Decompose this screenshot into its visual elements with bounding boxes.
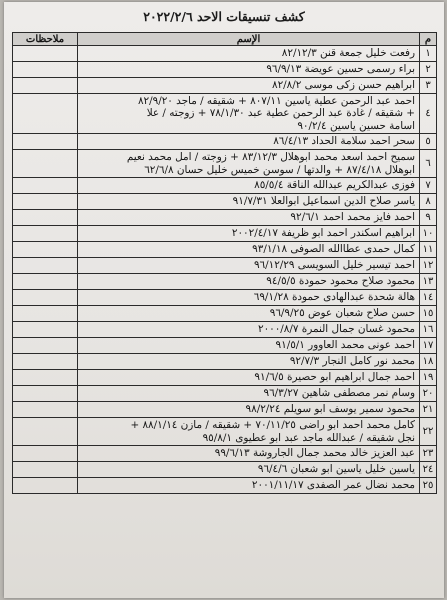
row-number: ١٣ bbox=[420, 274, 437, 290]
document-page bbox=[4, 2, 444, 598]
row-name-line: ابوهلال ٨٧/٤/١٨ + والدتها / سوسن خميس خليل حسان ٦٢/٦/٨ bbox=[144, 163, 415, 176]
table-row bbox=[13, 322, 437, 338]
table-row bbox=[13, 210, 437, 226]
names-table bbox=[12, 32, 437, 494]
row-number: ٣ bbox=[420, 78, 437, 94]
row-name bbox=[78, 462, 420, 478]
row-name bbox=[78, 354, 420, 370]
row-number: ١٢ bbox=[420, 258, 437, 274]
row-number: ٢٢ bbox=[420, 418, 437, 446]
row-number: ١٨ bbox=[420, 354, 437, 370]
row-notes bbox=[13, 306, 78, 322]
table-row bbox=[13, 62, 437, 78]
row-name-line: وسام نمر مصطفى شاهين ٩٦/٣/٢٧ bbox=[263, 387, 415, 400]
row-name bbox=[78, 134, 420, 150]
row-number: ٢٠ bbox=[420, 386, 437, 402]
row-name-line: رفعت خليل جمعة قنن ٨٢/١٢/٣ bbox=[281, 47, 415, 60]
table-row bbox=[13, 462, 437, 478]
table-row bbox=[13, 78, 437, 94]
header-number: م bbox=[420, 33, 437, 46]
row-number: ٢ bbox=[420, 62, 437, 78]
row-number: ١٩ bbox=[420, 370, 437, 386]
row-name bbox=[78, 242, 420, 258]
row-name bbox=[78, 418, 420, 446]
row-number: ١٠ bbox=[420, 226, 437, 242]
row-name-line: محمد نضال عمر الصفدى ٢٠٠١/١١/١٧ bbox=[251, 479, 415, 492]
row-notes bbox=[13, 194, 78, 210]
row-number: ١٤ bbox=[420, 290, 437, 306]
row-name bbox=[78, 94, 420, 134]
row-notes bbox=[13, 418, 78, 446]
row-notes bbox=[13, 62, 78, 78]
row-notes bbox=[13, 370, 78, 386]
row-name bbox=[78, 150, 420, 178]
table-row bbox=[13, 226, 437, 242]
row-name-line: ابراهيم اسكندر احمد ابو ظريفة ٢٠٠٢/٤/١٧ bbox=[231, 227, 415, 240]
table-row bbox=[13, 338, 437, 354]
row-name bbox=[78, 274, 420, 290]
table-row bbox=[13, 402, 437, 418]
row-name bbox=[78, 258, 420, 274]
row-number: ٦ bbox=[420, 150, 437, 178]
row-number: ٢٤ bbox=[420, 462, 437, 478]
row-name-line: كامل محمد احمد ابو راضى ٧٠/١١/٢٥ + شقيقه / مازن ٨٨/١/١٤ + bbox=[130, 419, 415, 431]
row-notes bbox=[13, 242, 78, 258]
table-row bbox=[13, 478, 437, 494]
row-name-line: محمود غسان جمال النمرة ٢٠٠٠/٨/٧ bbox=[257, 323, 415, 336]
row-name bbox=[78, 402, 420, 418]
row-name bbox=[78, 210, 420, 226]
table-row bbox=[13, 242, 437, 258]
header-notes: ملاحظات bbox=[13, 33, 78, 46]
row-name-line: فوزى عبدالكريم عبدالله الناقة ٨٥/٥/٤ bbox=[254, 179, 415, 192]
row-name bbox=[78, 78, 420, 94]
row-name-line: براء رسمى حسين عويضة ٩٦/٩/١٣ bbox=[266, 63, 415, 76]
row-name-line: احمد تيسير خليل السويسى ٩٦/١٢/٢٩ bbox=[253, 259, 415, 272]
row-notes bbox=[13, 94, 78, 134]
row-notes bbox=[13, 46, 78, 62]
row-number: ٤ bbox=[420, 94, 437, 134]
table-row bbox=[13, 274, 437, 290]
row-name-line: + شقيقه / غادة عبد الرحمن عطية عبد ٧٨/١/٣٠ + زوجته / علا bbox=[146, 107, 415, 120]
table-row bbox=[13, 94, 437, 134]
row-number: ٢١ bbox=[420, 402, 437, 418]
table-row bbox=[13, 370, 437, 386]
row-number: ٨ bbox=[420, 194, 437, 210]
row-name-line: سحر احمد سلامة الحداد ٨٦/٤/١٣ bbox=[273, 135, 415, 148]
row-name bbox=[78, 478, 420, 494]
table-row bbox=[13, 354, 437, 370]
table-row bbox=[13, 194, 437, 210]
row-name bbox=[78, 446, 420, 462]
row-notes bbox=[13, 462, 78, 478]
row-number: ١١ bbox=[420, 242, 437, 258]
row-name-line: احمد فايز محمد احمد ٩٢/٦/١ bbox=[290, 211, 415, 224]
table-row bbox=[13, 134, 437, 150]
row-number: ٧ bbox=[420, 178, 437, 194]
row-name bbox=[78, 306, 420, 322]
table-row bbox=[13, 290, 437, 306]
row-number: ٢٣ bbox=[420, 446, 437, 462]
row-name bbox=[78, 386, 420, 402]
table-body bbox=[13, 46, 437, 494]
row-name-line: محمد نور كامل النجار ٩٢/٧/٣ bbox=[289, 355, 415, 368]
row-name-line: ياسين خليل ياسين ابو شعبان ٩٦/٤/٦ bbox=[257, 463, 415, 476]
table-row bbox=[13, 386, 437, 402]
row-notes bbox=[13, 78, 78, 94]
row-notes bbox=[13, 338, 78, 354]
table-row bbox=[13, 446, 437, 462]
row-name bbox=[78, 178, 420, 194]
row-notes bbox=[13, 322, 78, 338]
table-row bbox=[13, 258, 437, 274]
row-name-line: ابراهيم حسن زكى موسى ٨٢/٨/٢ bbox=[272, 79, 415, 92]
row-name-line: احمد جمال ابراهيم ابو حصيرة ٩١/٦/٥ bbox=[254, 371, 415, 384]
row-number: ١٧ bbox=[420, 338, 437, 354]
row-notes bbox=[13, 150, 78, 178]
table-row bbox=[13, 178, 437, 194]
row-number: ١٥ bbox=[420, 306, 437, 322]
row-name-line: محمود صلاح محمود حمودة ٩٤/٥/٥ bbox=[266, 275, 415, 288]
row-notes bbox=[13, 290, 78, 306]
row-number: ١٦ bbox=[420, 322, 437, 338]
table-row bbox=[13, 418, 437, 446]
row-name-line: حسن صلاح شعبان عوض ٩٦/٩/٢٥ bbox=[269, 307, 415, 320]
row-notes bbox=[13, 178, 78, 194]
row-notes bbox=[13, 258, 78, 274]
table-row bbox=[13, 306, 437, 322]
header-name: الإسم bbox=[78, 33, 420, 46]
row-name-line: نجل شقيقه / عبدالله ماجد عبد ابو عطيوى ٩٥/٨/١ bbox=[202, 431, 415, 444]
row-name-line: هالة شحدة عبدالهادى حمودة ٦٩/١/٢٨ bbox=[253, 291, 415, 304]
row-name bbox=[78, 62, 420, 78]
row-notes bbox=[13, 386, 78, 402]
row-name-line: سميح احمد اسعد محمد ابوهلال ٨٣/١٢/٣ + زوجته / امل محمد نعيم bbox=[126, 151, 415, 163]
row-name bbox=[78, 370, 420, 386]
row-notes bbox=[13, 354, 78, 370]
row-notes bbox=[13, 134, 78, 150]
row-name-line: ياسر صلاح الدين اسماعيل ابوالعلا ٩١/٧/٣١ bbox=[232, 195, 415, 208]
row-notes bbox=[13, 478, 78, 494]
table-row bbox=[13, 46, 437, 62]
row-name-line: اسامة حسين ياسين ٩٠/٢/٤ bbox=[297, 119, 415, 132]
document-title: كشف تنسيقات الاحد ٢٠٢٢/٢/٦ bbox=[143, 9, 305, 24]
row-notes bbox=[13, 226, 78, 242]
row-name bbox=[78, 322, 420, 338]
row-notes bbox=[13, 274, 78, 290]
row-notes bbox=[13, 446, 78, 462]
row-notes bbox=[13, 402, 78, 418]
row-number: ٩ bbox=[420, 210, 437, 226]
row-number: ٥ bbox=[420, 134, 437, 150]
row-name bbox=[78, 338, 420, 354]
row-name-line: محمود سمير يوسف ابو سويلم ٩٨/٢/٢٤ bbox=[245, 403, 415, 416]
row-name-line: احمد عبد الرحمن عطية ياسين ٨٠٧/١١ + شقيقه / ماجد ٨٢/٩/٢٠ bbox=[137, 94, 415, 107]
row-name bbox=[78, 194, 420, 210]
row-name bbox=[78, 290, 420, 306]
row-name bbox=[78, 226, 420, 242]
row-name bbox=[78, 46, 420, 62]
row-name-line: احمد عونى محمد العاوور ٩١/٥/١ bbox=[275, 339, 415, 352]
table-header-row bbox=[13, 33, 437, 46]
row-name-line: كمال حمدى عطاالله الصوفى ٩٣/١/١٨ bbox=[252, 243, 415, 256]
table-row bbox=[13, 150, 437, 178]
row-notes bbox=[13, 210, 78, 226]
row-number: ٢٥ bbox=[420, 478, 437, 494]
row-number: ١ bbox=[420, 46, 437, 62]
row-name-line: عبد العزيز خالد محمد جمال الجاروشة ٩٩/٦/١٣ bbox=[214, 447, 415, 460]
